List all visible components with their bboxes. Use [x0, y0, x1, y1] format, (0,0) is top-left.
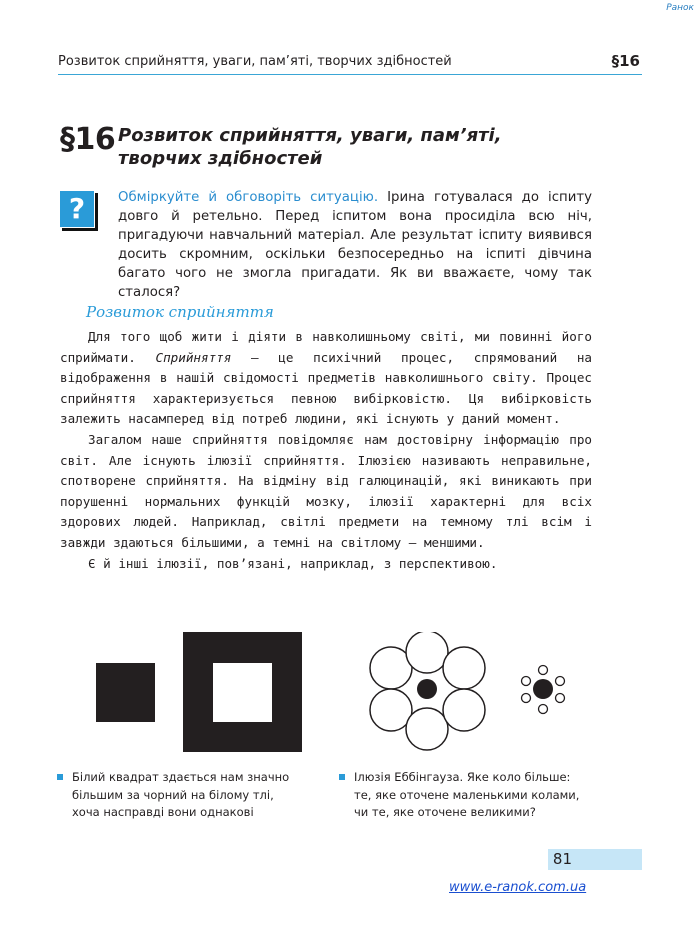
subheading: Розвиток сприйняття	[86, 303, 274, 321]
black-square-on-white	[96, 663, 155, 722]
section-number: §16	[60, 122, 116, 157]
caption-line: Білий квадрат здається нам значно	[72, 770, 290, 784]
publisher-logo: Ранок	[666, 3, 694, 13]
caption-bullet	[339, 774, 345, 780]
small-circle	[539, 666, 548, 675]
paragraph-3: Є й інші ілюзії, пов’язані, наприклад, з перспективою.	[88, 555, 498, 571]
small-circle	[556, 677, 565, 686]
caption-squares	[72, 769, 302, 822]
discussion-lead: Обміркуйте й обговоріть ситуацію.	[118, 190, 379, 205]
large-circle	[443, 647, 485, 689]
section-title	[118, 124, 502, 170]
running-header-title: Розвиток сприйняття, уваги, пам’яті, творчих здібностей	[58, 54, 452, 69]
ebbinghaus-illusion-figure	[360, 632, 574, 752]
paragraph-1-part-a: Для того щоб жити і діяти в навколишньому світі, ми повинні його сприймати.	[60, 329, 592, 365]
small-circle	[539, 705, 548, 714]
discussion-text: Ірина готувалася до іспиту довго й ретельно. Перед іспитом вона просиділа всю ніч, пригадуючи навчальний матеріал. Але результат іспиту виявився досить скромним, оскільки безпосередньо на іспиті дівчина багато чого не змогла пригадати. Як ви вважаєте, чому так сталося?	[118, 190, 592, 300]
discussion-prompt	[118, 188, 592, 302]
white-square-on-black	[213, 663, 272, 722]
caption-line: більшим за чорний на білому тлі,	[72, 787, 274, 802]
caption-ebbinghaus	[354, 769, 594, 822]
large-circle	[406, 632, 448, 673]
section-title-line1: Розвиток сприйняття, уваги, пам’яті,	[118, 125, 502, 146]
website-link[interactable]: www.e-ranok.com.ua	[449, 880, 587, 895]
body-text	[60, 327, 592, 574]
paragraph-1	[60, 327, 592, 430]
small-circle	[522, 694, 531, 703]
large-circle	[406, 708, 448, 750]
running-header-section: §16	[611, 52, 640, 70]
paragraph-2: Загалом наше сприйняття повідомляє нам достовірну інформацію про світ. Але існують ілюзії сприйняття. Ілюзією називають неправильне, спотворене сприйняття. На відміну від галюцинацій, які виникають при порушенні нормальних функцій мозку, ілюзії характерні для всіх здорових людей. Наприклад, світлі предмети на темному тлі всім і завжди здаються більшими, а темні на світлому — меншими.	[60, 431, 592, 550]
question-icon: ?	[60, 191, 94, 227]
term-perception: Сприйняття	[155, 349, 232, 365]
caption-line: Ілюзія Еббінгауза. Яке коло більше:	[354, 770, 571, 784]
caption-line: чи те, яке оточене великими?	[354, 805, 536, 819]
running-header	[58, 52, 642, 75]
center-circle-large-surround	[417, 679, 437, 699]
page-number-box	[548, 849, 642, 870]
center-circle-small-surround	[533, 679, 553, 699]
squares-illusion-figure	[96, 632, 302, 752]
paragraph-1-part-b: — це психічний процес, спрямований на відображення в нашій свідомості предметів навколишнього світу. Процес сприйняття характеризується певною вибірковістю. Ця вибірковість залежить насамперед від потреб людини, які існують у даний момент.	[60, 349, 592, 427]
large-circle	[443, 689, 485, 731]
caption-line: те, яке оточене маленькими колами,	[354, 787, 580, 802]
caption-bullet	[57, 774, 63, 780]
page-number: 81	[552, 850, 572, 868]
caption-line: хоча насправді вони однакові	[72, 805, 254, 819]
small-circle	[522, 677, 531, 686]
small-circle	[556, 694, 565, 703]
section-title-line2: творчих здібностей	[118, 148, 323, 169]
